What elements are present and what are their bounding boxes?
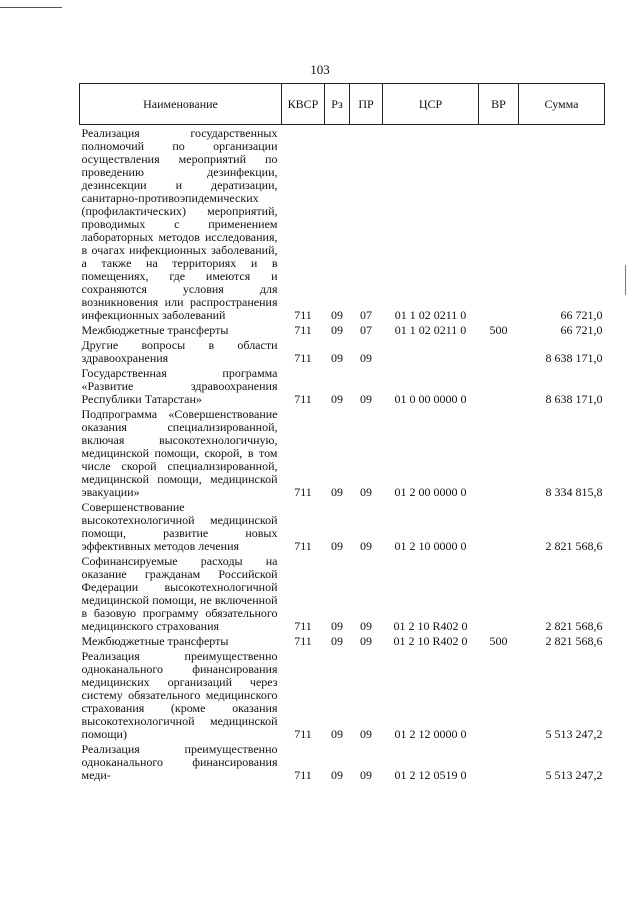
cell-name: Государственная программа «Развитие здравоохранения Республики Татарстан» <box>81 366 278 406</box>
header-vr: ВР <box>479 84 519 125</box>
header-name: Наименование <box>80 84 282 125</box>
page-number: 103 <box>310 62 330 77</box>
header-rz: Рз <box>325 84 350 125</box>
cell-name: Межбюджетные трансферты <box>81 634 229 648</box>
cell-rz: 09 <box>331 323 343 337</box>
cell-vr <box>479 553 519 633</box>
cell-pr: 09 <box>360 539 372 553</box>
cell-pr: 09 <box>360 727 372 741</box>
cell-pr: 09 <box>360 485 372 499</box>
cell-vr <box>479 365 519 406</box>
header-sum: Сумма <box>519 84 605 125</box>
budget-table <box>79 83 605 782</box>
cell-rz: 09 <box>331 485 343 499</box>
cell-rz: 09 <box>331 392 343 406</box>
cell-name: Реализация преимущественно одноканального финансирования меди- <box>81 742 278 782</box>
cell-pr: 07 <box>360 323 372 337</box>
cell-sum: 5 513 247,2 <box>545 768 603 782</box>
cell-sum: 8 638 171,0 <box>545 351 603 365</box>
table-row <box>80 553 605 633</box>
table-row <box>80 499 605 553</box>
cell-csr: 01 2 10 R402 0 <box>393 634 468 648</box>
cell-sum: 66 721,0 <box>560 308 603 322</box>
cell-vr <box>479 741 519 782</box>
cell-name: Совершенствование высокотехнологичной медицинской помощи, развитие новых эффективных методов лечения <box>81 500 278 553</box>
cell-sum: 2 821 568,6 <box>545 634 603 648</box>
cell-name: Межбюджетные трансферты <box>81 323 229 337</box>
cell-pr: 07 <box>360 308 372 322</box>
cell-csr: 01 1 02 0211 0 <box>394 308 467 322</box>
cell-sum: 5 513 247,2 <box>545 727 603 741</box>
cell-rz: 09 <box>331 351 343 365</box>
cell-rz: 09 <box>331 768 343 782</box>
cell-kvsr: 711 <box>294 539 312 553</box>
cell-csr: 01 2 12 0000 0 <box>394 727 467 741</box>
table-row <box>80 365 605 406</box>
table-row <box>80 125 605 323</box>
cell-sum: 2 821 568,6 <box>545 539 603 553</box>
cell-name: Софинансируемые расходы на оказание гражданам Российской Федерации высокотехнологичной медицинской помощи, не включенной в базовую программу обязательного медицинского страхования <box>81 554 278 633</box>
cell-rz: 09 <box>331 539 343 553</box>
cell-csr <box>383 337 479 365</box>
cell-name: Реализация государственных полномочий по организации осуществления мероприятий по проведению дезинфекции, дезинсекции и дератизации, санитарно-противоэпидемических (профилактических) мероприятий, проводимых с применением лабораторных методов исследования, в очагах инфекционных заболеваний, а также на территориях и в помещениях, где имеются и сохраняются условия для возникновения или распространения инфекционных заболеваний <box>81 126 278 322</box>
cell-rz: 09 <box>331 727 343 741</box>
cell-csr: 01 0 00 0000 0 <box>394 392 467 406</box>
cell-vr <box>479 406 519 499</box>
table-row <box>80 648 605 741</box>
cell-name: Реализация преимущественно одноканального финансирования медицинских организаций через систему обязательного медицинского страхования (кроме оказания высокотехнологичной медицинской помощи) <box>81 649 278 741</box>
table-row <box>80 322 605 337</box>
cell-vr <box>479 125 519 323</box>
cell-csr: 01 2 12 0519 0 <box>394 768 467 782</box>
cell-vr <box>479 648 519 741</box>
cell-kvsr: 711 <box>294 308 312 322</box>
cell-pr: 09 <box>360 768 372 782</box>
cell-kvsr: 711 <box>294 634 312 648</box>
margin-mark <box>625 265 626 295</box>
table-row <box>80 406 605 499</box>
cell-vr <box>479 499 519 553</box>
cell-sum: 2 821 568,6 <box>545 619 603 633</box>
cell-vr: 500 <box>489 323 508 337</box>
cell-vr <box>479 337 519 365</box>
cell-vr: 500 <box>489 634 508 648</box>
header-kvsr: КВСР <box>282 84 325 125</box>
cell-sum: 8 334 815,8 <box>545 485 603 499</box>
cell-kvsr: 711 <box>294 392 312 406</box>
cell-pr: 09 <box>360 351 372 365</box>
cell-csr: 01 2 10 R402 0 <box>393 619 468 633</box>
header-csr: ЦСР <box>383 84 479 125</box>
cell-kvsr: 711 <box>294 727 312 741</box>
cell-kvsr: 711 <box>294 619 312 633</box>
table-row <box>80 741 605 782</box>
header-pr: ПР <box>350 84 383 125</box>
cell-kvsr: 711 <box>294 768 312 782</box>
cell-kvsr: 711 <box>294 323 312 337</box>
cell-pr: 09 <box>360 634 372 648</box>
cell-rz: 09 <box>331 308 343 322</box>
top-rule <box>0 7 62 8</box>
cell-rz: 09 <box>331 634 343 648</box>
cell-csr: 01 2 00 0000 0 <box>394 485 467 499</box>
cell-pr: 09 <box>360 619 372 633</box>
cell-csr: 01 1 02 0211 0 <box>394 323 467 337</box>
cell-rz: 09 <box>331 619 343 633</box>
cell-sum: 8 638 171,0 <box>545 392 603 406</box>
cell-name: Другие вопросы в области здравоохранения <box>81 338 278 365</box>
cell-pr: 09 <box>360 392 372 406</box>
table-row <box>80 337 605 365</box>
cell-csr: 01 2 10 0000 0 <box>394 539 467 553</box>
table-header-row <box>80 84 605 125</box>
cell-kvsr: 711 <box>294 351 312 365</box>
cell-sum: 66 721,0 <box>560 323 603 337</box>
table-row <box>80 633 605 648</box>
cell-kvsr: 711 <box>294 485 312 499</box>
cell-name: Подпрограмма «Совершенствование оказания специализированной, включая высокотехнологичную, медицинской помощи, скорой, в том числе скорой специализированной, медицинской помощи, медицинской эвакуации» <box>81 407 278 499</box>
